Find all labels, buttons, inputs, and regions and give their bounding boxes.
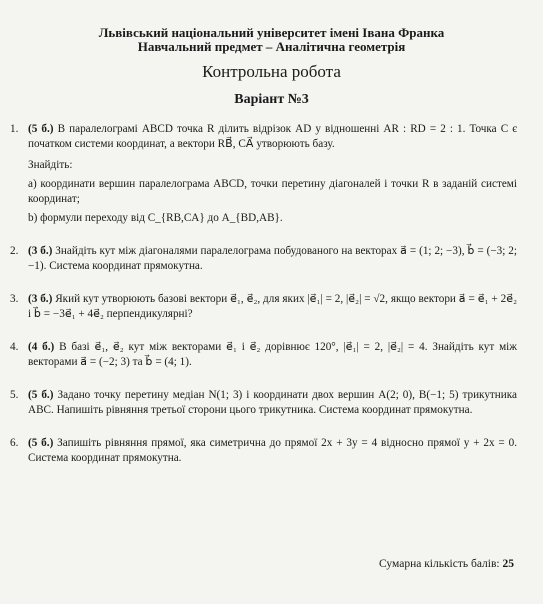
score-value: 25 xyxy=(502,558,514,570)
page-title: Контрольна робота xyxy=(202,62,341,81)
task-points: (3 б.) xyxy=(28,245,53,257)
task-6 xyxy=(10,436,517,466)
task-4 xyxy=(10,340,517,370)
task-text: Який кут утворюють базові вектори e⃗₁, e⃗₂, для яких |e⃗₁| = 2, |e⃗₂| = √2, якщо вектори a⃗ = e⃗₁ + 2e⃗₂ і b⃗ = −3e⃗₁ + 4e⃗₂ перпендикулярні? xyxy=(28,293,517,320)
university-name: Львівський національний університет імені Івана Франка xyxy=(98,25,445,40)
task-5 xyxy=(10,388,517,418)
task-number: 4. xyxy=(10,341,19,353)
subject-name: Навчальний предмет – Аналітична геометрія xyxy=(137,39,406,54)
subtask-a: a) координати вершин паралелограма ABCD, точки перетину діагоналей і точки R в заданій системі координат; xyxy=(28,178,517,205)
subtask-b: b) формули переходу від C_{RB,CA} до A_{BD,AB}. xyxy=(28,212,283,224)
task-number: 3. xyxy=(10,293,19,305)
task-1 xyxy=(10,122,517,226)
task-points: (5 б.) xyxy=(28,389,54,401)
header xyxy=(0,26,543,108)
score-total xyxy=(379,558,514,570)
task-points: (3 б.) xyxy=(28,293,53,305)
find-label: Знайдіть: xyxy=(28,159,73,171)
task-list xyxy=(10,122,517,484)
task-number: 1. xyxy=(10,123,19,135)
task-text: Задано точку перетину медіан N(1; 3) і координати двох вершин A(2; 0), B(−1; 5) трикутника ABC. Напишіть рівняння третьої сторони цього трикутника. Система координат прямокутна. xyxy=(28,389,518,416)
task-text: Запишіть рівняння прямої, яка симетрична до прямої 2x + 3y = 4 відносно прямої y + 2x = 0. Система координат прямокутна. xyxy=(28,437,517,464)
task-points: (5 б.) xyxy=(28,123,54,135)
task-points: (4 б.) xyxy=(28,341,55,353)
score-label: Сумарна кількість балів: xyxy=(379,558,500,570)
task-2 xyxy=(10,244,517,274)
task-text: В базі e⃗₁, e⃗₂ кут між векторами e⃗₁ і e⃗₂ дорівнює 120°, |e⃗₁| = 2, |e⃗₂| = 4. Знайдіть кут між векторами a⃗ = (−2; 3) та b⃗ = (4; 1). xyxy=(28,341,518,368)
task-text: В паралелограмі ABCD точка R ділить відрізок AD у відношенні AR : RD = 2 : 1. Точка C є початком системи координат, а вектори RB⃗, CA⃗ утворюють базу. xyxy=(28,123,518,150)
task-number: 5. xyxy=(10,389,19,401)
task-text: Знайдіть кут між діагоналями паралелограма побудованого на векторах a⃗ = (1; 2; −3), b⃗ = (−3; 2; −1). Система координат прямокутна. xyxy=(28,245,517,272)
task-points: (5 б.) xyxy=(28,437,54,449)
task-3 xyxy=(10,292,517,322)
variant-label: Варіант №3 xyxy=(234,92,309,107)
task-number: 6. xyxy=(10,437,19,449)
task-number: 2. xyxy=(10,245,19,257)
